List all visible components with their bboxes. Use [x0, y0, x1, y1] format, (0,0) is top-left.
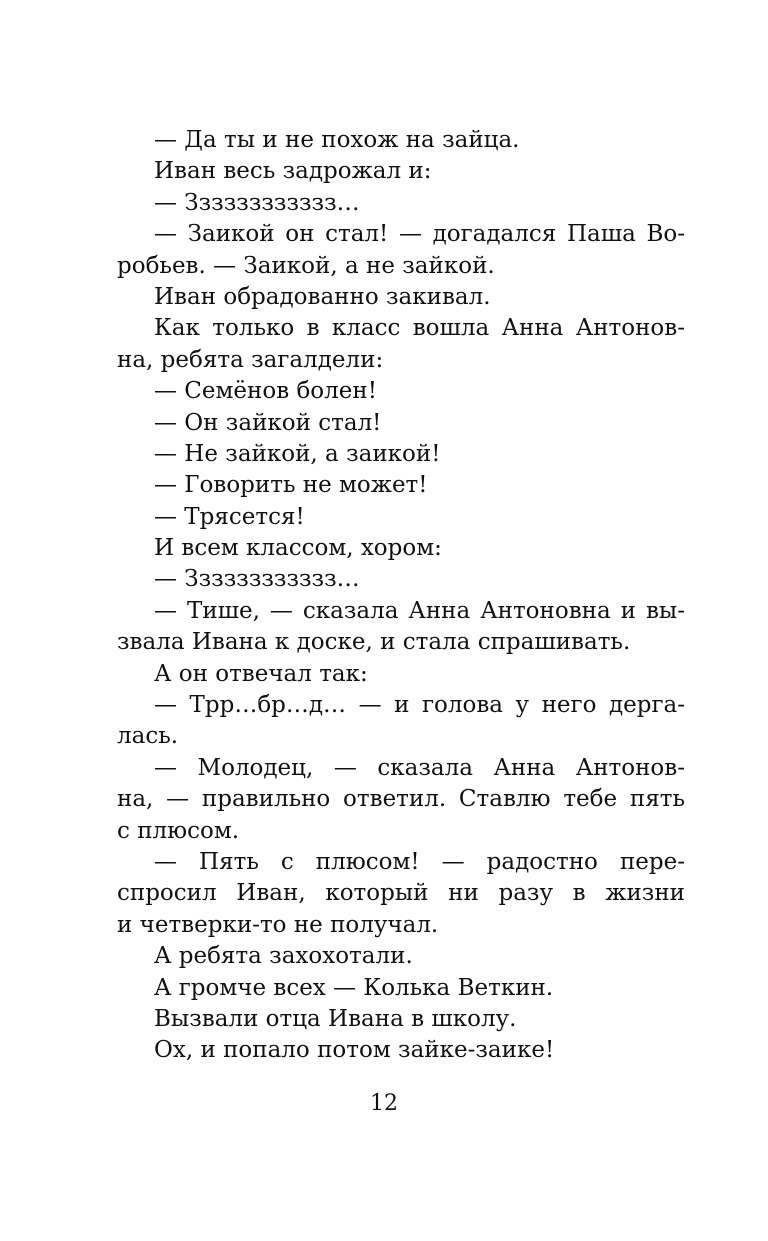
text-line: Как только в класс вошла Анна Антонов-: [154, 315, 685, 342]
text-line: — Не зайкой, а заикой!: [154, 440, 441, 467]
text-line: спросил Иван, который ни разу в жизни: [117, 880, 685, 907]
text-line: и четверки-то не получал.: [117, 911, 439, 938]
text-line: звала Ивана к доске, и стала спрашивать.: [117, 629, 631, 656]
text-line: лась.: [117, 723, 179, 750]
text-line: — Пять с плюсом! — радостно пере-: [154, 848, 685, 875]
text-line: Ох, и попало потом зайке-заике!: [154, 1037, 555, 1064]
text-line: А громче всех — Колька Веткин.: [154, 974, 554, 1001]
text-line: И всем классом, хором:: [154, 535, 442, 562]
text-line: — Трясется!: [154, 503, 305, 530]
text-line: — Молодец, — сказала Анна Антонов-: [154, 754, 685, 781]
text-line: — Говорить не может!: [154, 472, 428, 499]
text-line: — Трр…бр…д… — и голова у него дерга-: [154, 692, 685, 719]
text-line: Иван весь задрожал и:: [154, 158, 432, 185]
book-page-text: [117, 125, 685, 1067]
text-line: — Заикой он стал! — догадался Паша Во-: [154, 221, 685, 248]
text-line: Вызвали отца Ивана в школу.: [154, 1005, 517, 1032]
text-line: с плюсом.: [117, 817, 240, 844]
text-line: на, — правильно ответил. Ставлю тебе пять: [117, 786, 685, 813]
text-line: — Зззззззззззз…: [154, 189, 360, 216]
text-line: на, ребята загалдели:: [117, 346, 384, 373]
text-line: — Он зайкой стал!: [154, 409, 382, 436]
text-line: А он отвечал так:: [154, 660, 368, 687]
text-line: — Семёнов болен!: [154, 378, 377, 405]
text-line: — Тише, — сказала Анна Антоновна и вы-: [154, 597, 685, 624]
text-line: — Да ты и не похож на зайца.: [154, 127, 520, 153]
text-line: — Зззззззззззз…: [154, 566, 360, 593]
text-line: робьев. — Заикой, а не зайкой.: [117, 252, 495, 279]
text-line: Иван обрадованно закивал.: [154, 283, 491, 310]
text-line: А ребята захохотали.: [154, 943, 413, 970]
page-number: 12: [370, 1091, 398, 1116]
